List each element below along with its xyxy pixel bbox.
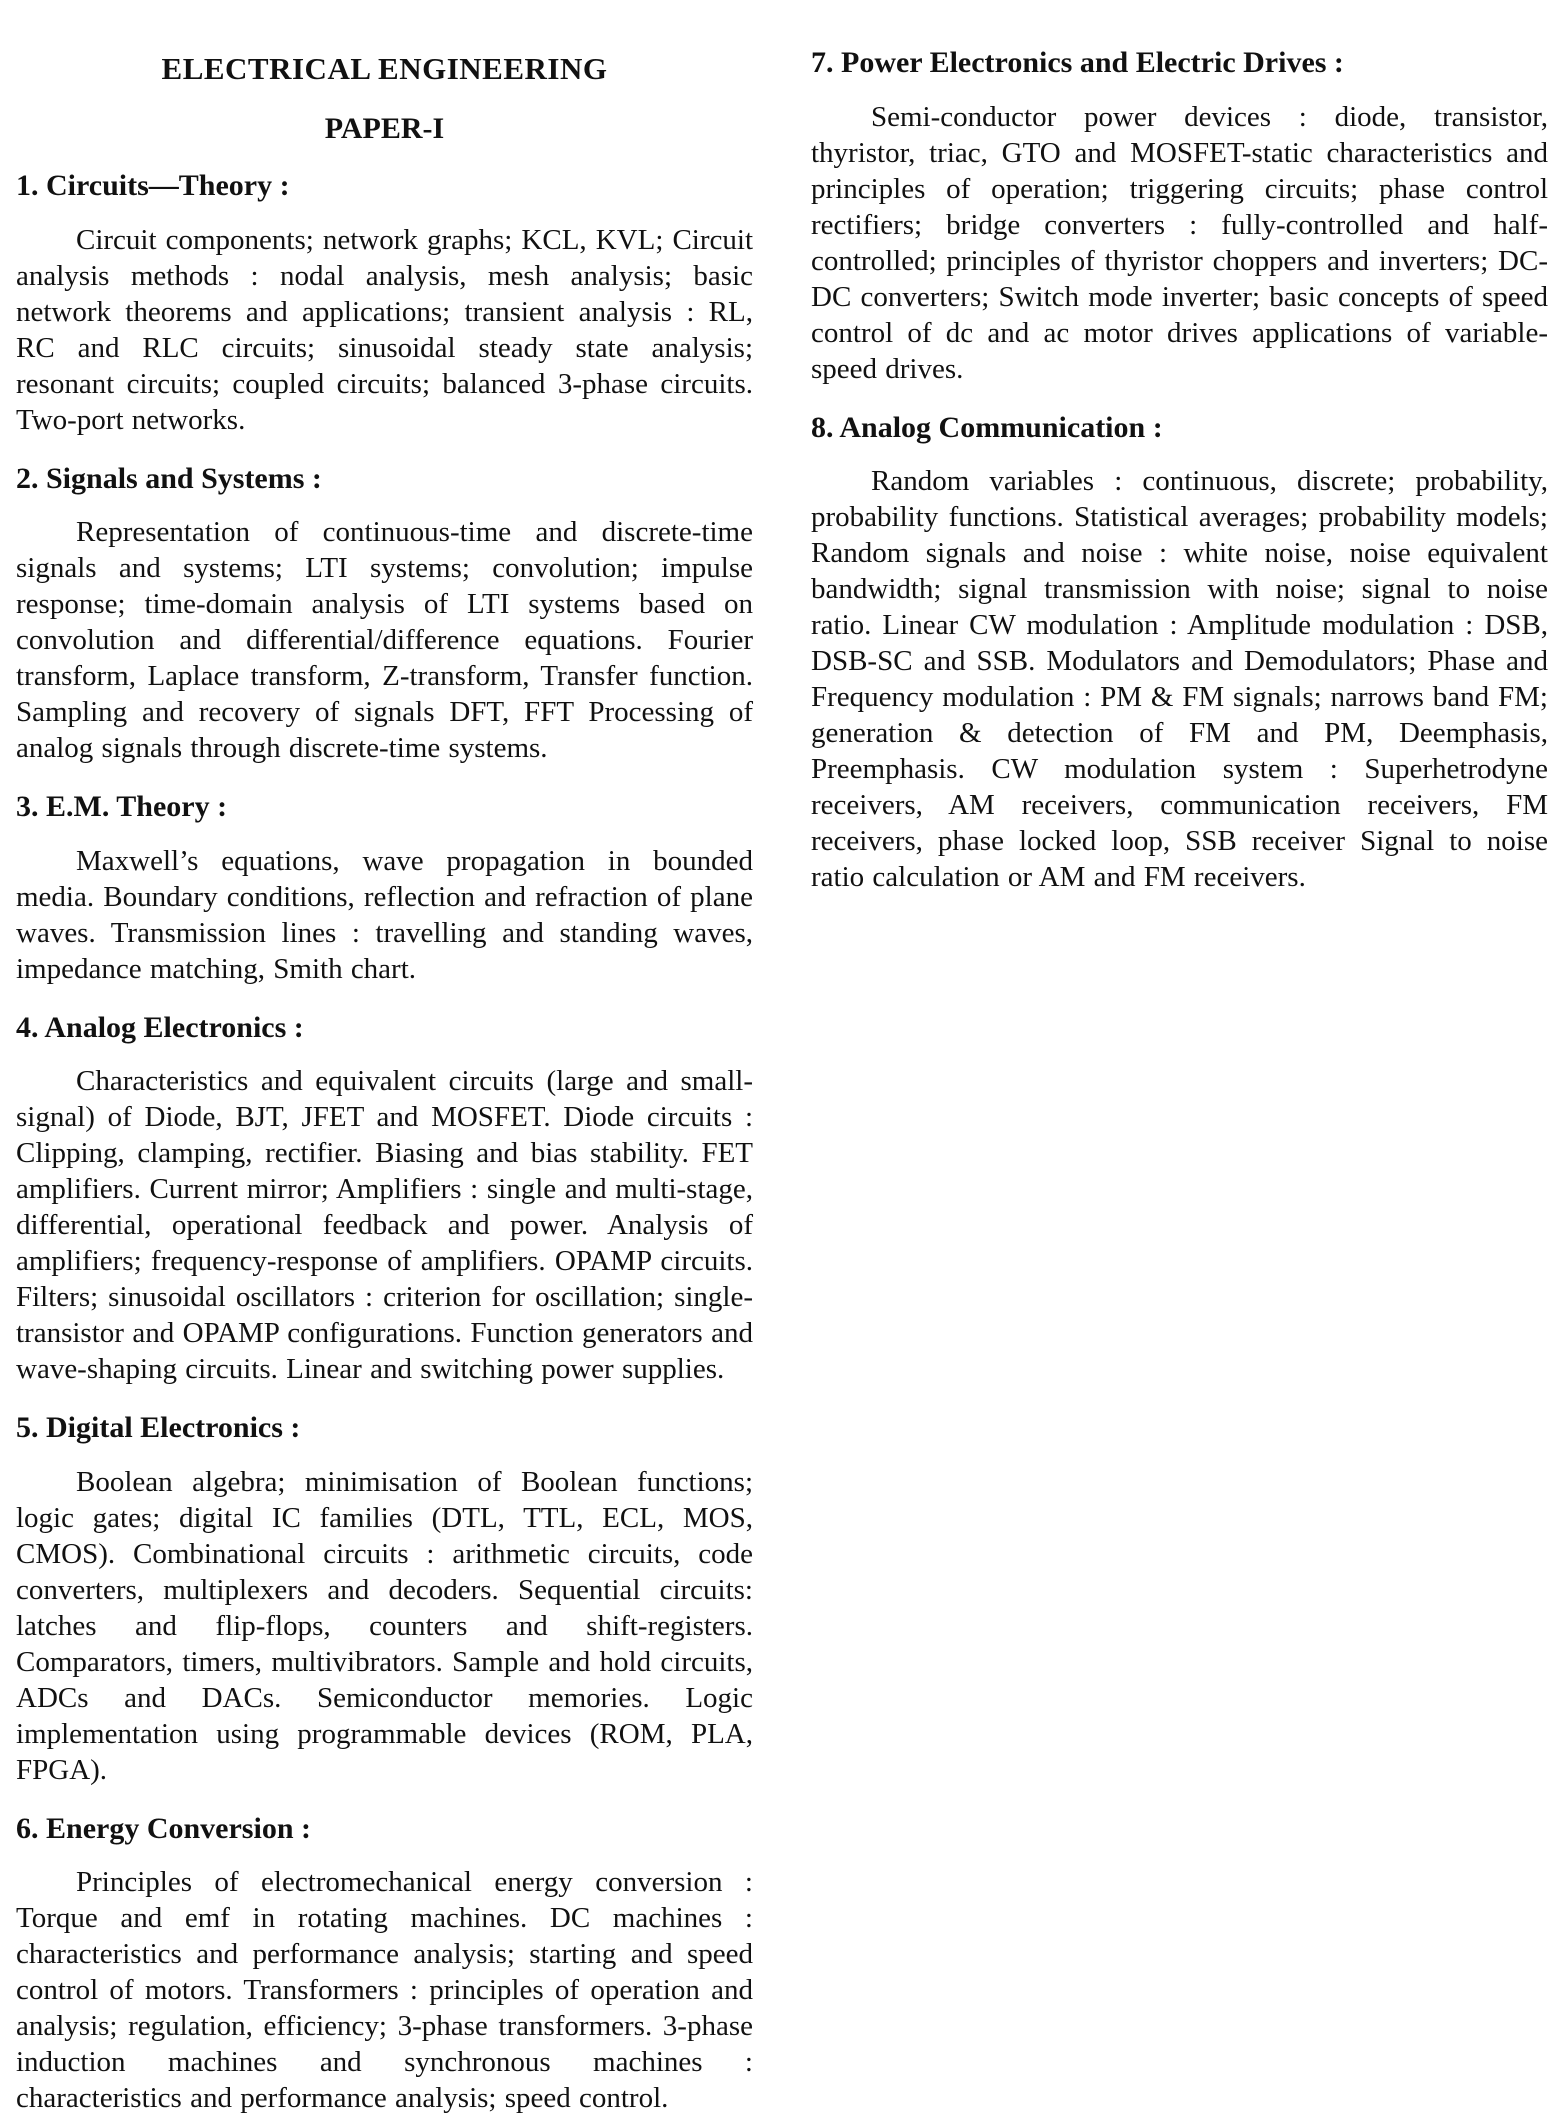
section-paragraph: Representation of continuous-time and discrete-time signals and systems; LTI systems; convolution; impulse response; time-domain analysis of LTI systems based on convolution and differential/difference equations. Fourier transform, Laplace transform, Z-transform, Transfer function. Sampling and recovery of signals DFT, FFT Processing of analog signals through discrete-time systems. xyxy=(16,516,753,765)
document-subtitle: PAPER-I xyxy=(324,112,445,146)
section-em-theory xyxy=(16,790,753,987)
section-heading: 3. E.M. Theory : xyxy=(16,790,228,824)
section-paragraph: Boolean algebra; minimisation of Boolean functions; logic gates; digital IC families (DTL, TTL, ECL, MOS, CMOS). Combinational circuits : arithmetic circuits, code converters, multiplexers and decoders. Sequential circuits: latches and flip-flops, counters and shift-registers. Comparators, timers, multivibrators. Sample and hold circuits, ADCs and DACs. Semiconductor memories. Logic implementation using programmable devices (ROM, PLA, FPGA). xyxy=(16,1465,753,1786)
section-analog-communication xyxy=(811,411,1548,896)
section-heading: 2. Signals and Systems : xyxy=(16,461,322,495)
document-title: ELECTRICAL ENGINEERING xyxy=(161,51,608,86)
section-paragraph: Random variables : continuous, discrete; probability, probability functions. Statistical averages; probability models; Random signals and noise : white noise, noise equivalent bandwidth; signal transmission with noise; signal to noise ratio. Linear CW modulation : Amplitude modulation : DSB, DSB-SC and SSB. Modulators and Demodulators; Phase and Frequency modulation : PM & FM signals; narrows band FM; generation & detection of FM and PM, Deemphasis, Preemphasis. CW modulation system : Superhetrodyne receivers, AM receivers, communication receivers, FM receivers, phase locked loop, SSB receiver Signal to noise ratio calculation or AM and FM receivers. xyxy=(811,465,1548,893)
section-digital-electronics xyxy=(16,1411,753,1788)
left-column xyxy=(16,52,753,2116)
section-heading: 4. Analog Electronics : xyxy=(16,1010,304,1044)
section-heading: 5. Digital Electronics : xyxy=(16,1411,301,1445)
section-circuits-theory xyxy=(16,169,753,438)
section-paragraph: Circuit components; network graphs; KCL, KVL; Circuit analysis methods : nodal analysis, mesh analysis; basic network theorems and applications; transient analysis : RL, RC and RLC circuits; sinusoidal steady state analysis; resonant circuits; coupled circuits; balanced 3-phase circuits. Two-port networks. xyxy=(16,223,753,436)
section-heading: 8. Analog Communication : xyxy=(811,410,1163,444)
section-heading: 6. Energy Conversion : xyxy=(16,1811,311,1845)
section-analog-electronics xyxy=(16,1011,753,1388)
section-paragraph: Semi-conductor power devices : diode, transistor, thyristor, triac, GTO and MOSFET-static characteristics and principles of operation; triggering circuits; phase control rectifiers; bridge converters : fully-controlled and half-controlled; principles of thyristor choppers and inverters; DC-DC converters; Switch mode inverter; basic concepts of speed control of dc and ac motor drives applications of variable-speed drives. xyxy=(811,100,1548,385)
section-paragraph: Principles of electromechanical energy conversion : Torque and emf in rotating machines. DC machines : characteristics and performance analysis; starting and speed control of motors. Transformers : principles of operation and analysis; regulation, efficiency; 3-phase transformers. 3-phase induction machines and synchronous machines : characteristics and performance analysis; speed control. xyxy=(16,1866,753,2115)
section-paragraph: Maxwell’s equations, wave propagation in bounded media. Boundary conditions, reflection and refraction of plane waves. Transmission lines : travelling and standing waves, impedance matching, Smith chart. xyxy=(16,844,753,985)
right-column xyxy=(811,46,1548,895)
section-signals-systems xyxy=(16,462,753,767)
two-column-layout xyxy=(16,46,1548,2116)
section-heading: 7. Power Electronics and Electric Drives : xyxy=(811,46,1344,79)
section-heading: 1. Circuits—Theory : xyxy=(16,169,290,203)
section-paragraph: Characteristics and equivalent circuits (large and small-signal) of Diode, BJT, JFET and MOSFET. Diode circuits : Clipping, clamping, rectifier. Biasing and bias stability. FET amplifiers. Current mirror; Amplifiers : single and multi-stage, differential, operational feedback and power. Analysis of amplifiers; frequency-response of amplifiers. OPAMP circuits. Filters; sinusoidal oscillators : criterion for oscillation; single-transistor and OPAMP configurations. Function generators and wave-shaping circuits. Linear and switching power supplies. xyxy=(16,1065,753,1386)
section-power-electronics xyxy=(811,46,1548,387)
section-energy-conversion xyxy=(16,1812,753,2116)
